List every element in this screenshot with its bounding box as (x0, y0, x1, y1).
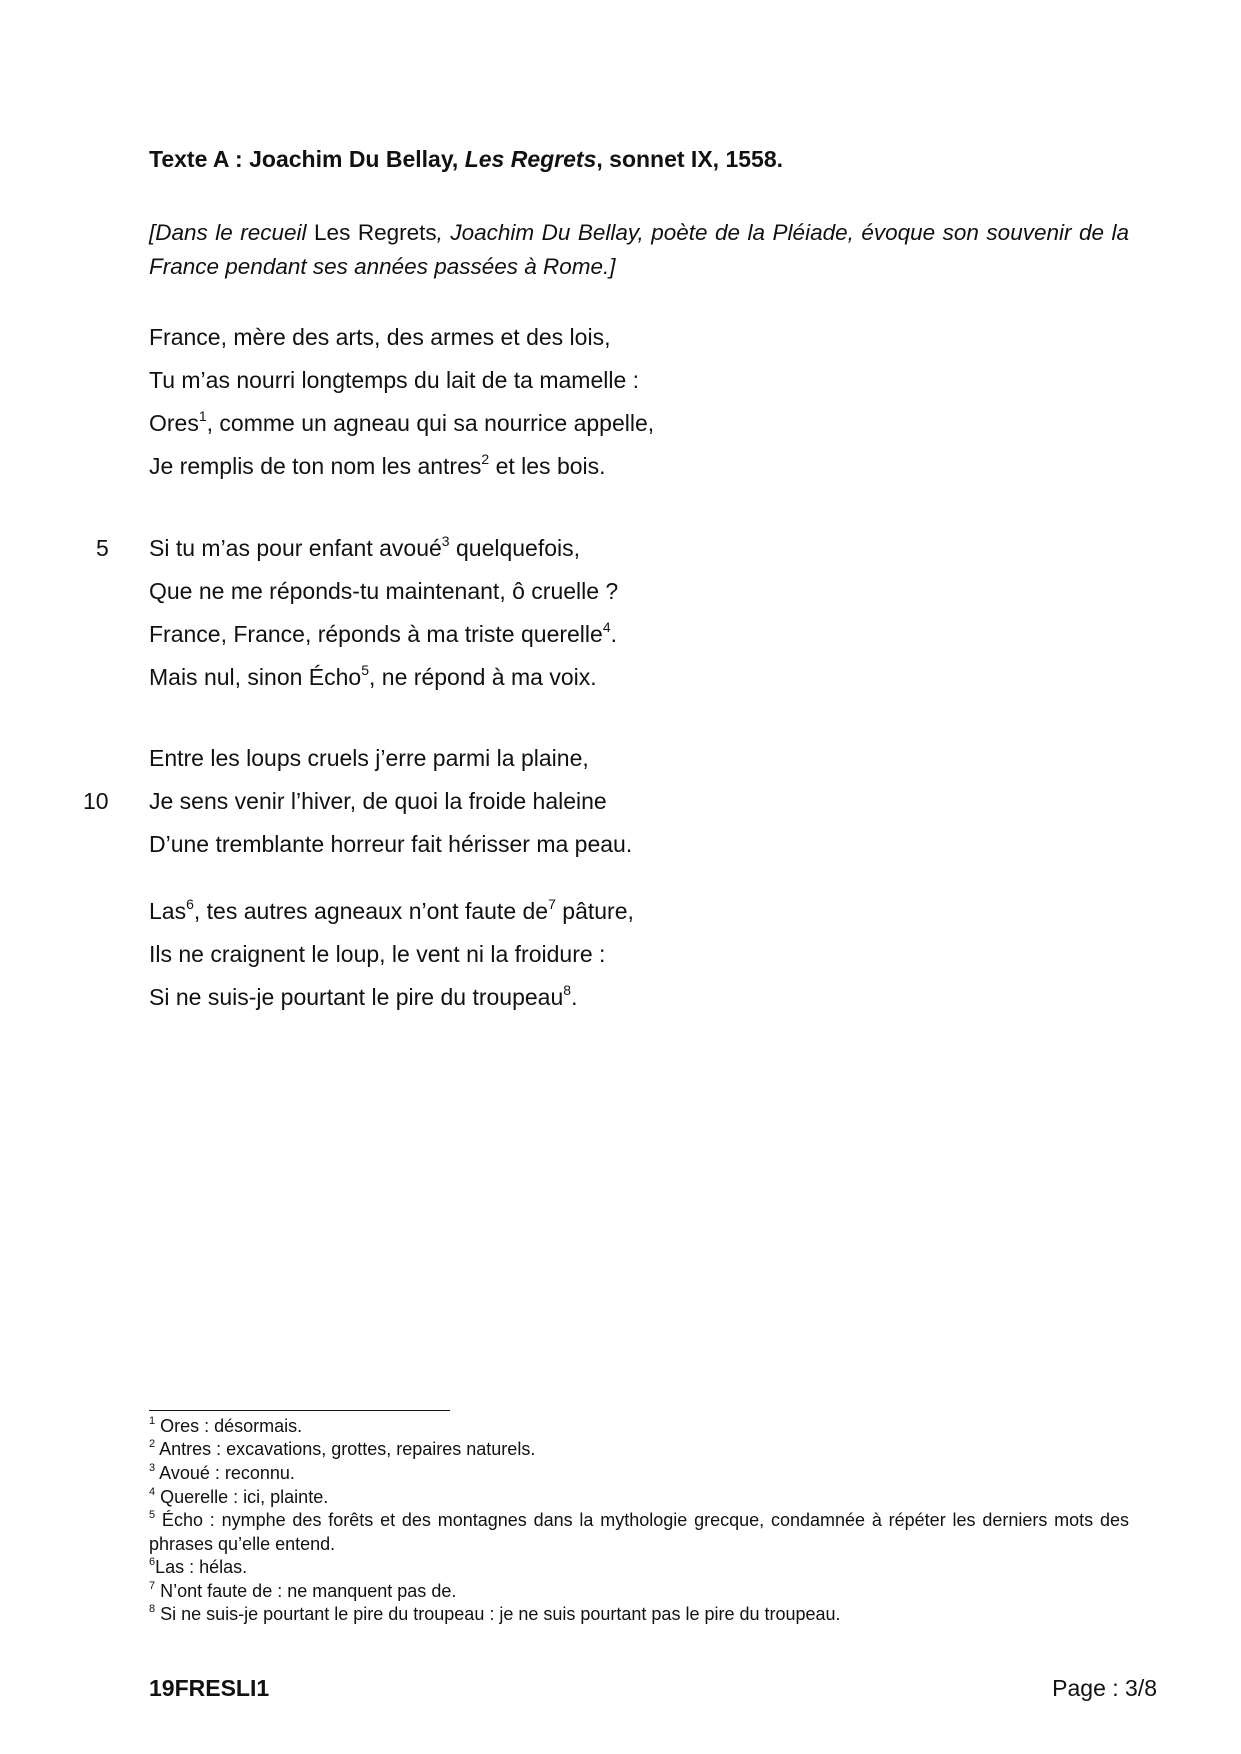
line-number-5: 5 (96, 535, 109, 561)
verse-text: quelquefois, (449, 535, 581, 561)
poem-line-1 (149, 322, 610, 352)
footnote-text: Querelle : ici, plainte. (155, 1487, 329, 1507)
footnote-ref: 1 (198, 408, 207, 424)
footnote-text: Ores : désormais. (155, 1416, 303, 1436)
intro-text-1: [Dans le recueil (149, 220, 315, 245)
footnote-ref: 2 (481, 451, 490, 467)
footnote-3 (149, 1462, 1129, 1486)
poem-line-12 (149, 896, 634, 926)
verse-text: . (571, 984, 578, 1010)
verse-text: Que ne me réponds-tu maintenant, ô cruelle ? (149, 578, 619, 604)
footnote-number: 5 (149, 1509, 156, 1521)
footnote-number: 3 (149, 1462, 156, 1474)
verse-text: Ils ne craignent le loup, le vent ni la froidure : (149, 941, 606, 967)
verse-text: . (610, 621, 618, 647)
footnote-number: 7 (149, 1580, 156, 1592)
poem-line-7 (149, 619, 617, 649)
page-number: Page : 3/8 (1052, 1675, 1157, 1701)
footnote-text: Antres : excavations, grottes, repaires naturels. (155, 1439, 536, 1459)
footnote-text: Si ne suis-je pourtant le pire du troupeau : je ne suis pourtant pas le pire du troupeau. (155, 1604, 841, 1624)
verse-text: , comme un agneau qui sa nourrice appelle, (206, 410, 655, 436)
footnote-6 (149, 1556, 1129, 1580)
intro-work-title: Les Regrets (314, 220, 437, 245)
footnote-number: 1 (149, 1415, 156, 1427)
verse-text: France, mère des arts, des armes et des lois, (149, 324, 611, 350)
poem-line-8 (149, 662, 597, 692)
footnote-text: Las : hélas. (155, 1557, 248, 1577)
footnote-ref: 8 (563, 982, 572, 998)
verse-text: Mais nul, sinon Écho (149, 664, 362, 690)
footnote-separator (149, 1410, 450, 1411)
exam-code: 19FRESLI1 (149, 1675, 270, 1701)
footnote-8 (149, 1603, 1129, 1627)
verse-text: Tu m’as nourri longtemps du lait de ta mamelle : (149, 367, 640, 393)
poem-line-2 (149, 365, 639, 395)
line-number-10: 10 (83, 788, 109, 814)
footnote-number: 4 (149, 1486, 156, 1498)
heading-author: Texte A : Joachim Du Bellay, (149, 146, 465, 172)
intro-paragraph (149, 216, 1129, 284)
verse-text: , ne répond à ma voix. (369, 664, 597, 690)
poem-line-14 (149, 982, 577, 1012)
verse-text: Je remplis de ton nom les antres (149, 453, 482, 479)
footnote-text: Avoué : reconnu. (155, 1463, 295, 1483)
poem-line-11 (149, 829, 632, 859)
poem-line-10 (149, 786, 607, 816)
verse-text: et les bois. (489, 453, 606, 479)
footnote-text: Écho : nymphe des forêts et des montagnes dans la mythologie grecque, condamnée à répéter les derniers mots des phrases qu’elle entend. (149, 1510, 1129, 1554)
footnote-ref: 7 (548, 896, 556, 912)
footnote-text: N’ont faute de : ne manquent pas de. (155, 1581, 457, 1601)
verse-text: Entre les loups cruels j’erre parmi la plaine, (149, 745, 589, 771)
verse-text: D’une tremblante horreur fait hérisser ma peau. (149, 831, 633, 857)
footnote-4 (149, 1486, 1129, 1510)
footnote-2 (149, 1438, 1129, 1462)
poem-line-13 (149, 939, 605, 969)
footnote-7 (149, 1580, 1129, 1604)
poem-line-5 (149, 533, 580, 563)
footnote-number: 6 (149, 1556, 156, 1568)
verse-text: Ores (149, 410, 199, 436)
verse-text: , tes autres agneaux n’ont faute de (193, 898, 549, 924)
footnote-ref: 5 (361, 662, 370, 678)
footnote-ref: 6 (186, 896, 194, 912)
verse-text: Las (149, 898, 187, 924)
heading-details: , sonnet IX, 1558. (596, 146, 784, 172)
text-heading (149, 146, 783, 173)
poem-line-6 (149, 576, 618, 606)
verse-text: Je sens venir l’hiver, de quoi la froide haleine (149, 788, 607, 814)
footnote-ref: 3 (441, 533, 450, 549)
footnote-1 (149, 1415, 1129, 1439)
poem-line-4 (149, 451, 606, 481)
footnote-5 (149, 1509, 1129, 1556)
poem-line-3 (149, 408, 654, 438)
footnote-number: 2 (149, 1438, 156, 1450)
intro-text-2: , Joachim Du Bellay, poète de la Pléiade, évoque son souvenir de la France pendant ses années passées à Rome.] (149, 220, 1129, 279)
heading-work-title: Les Regrets (464, 146, 597, 172)
poem-line-9 (149, 743, 589, 773)
verse-text: Si ne suis-je pourtant le pire du troupeau (149, 984, 564, 1010)
verse-text: France, France, réponds à ma triste querelle (149, 621, 603, 647)
footnote-number: 8 (149, 1603, 156, 1615)
verse-text: pâture, (555, 898, 634, 924)
verse-text: Si tu m’as pour enfant avoué (149, 535, 442, 561)
footnote-ref: 4 (602, 619, 611, 635)
